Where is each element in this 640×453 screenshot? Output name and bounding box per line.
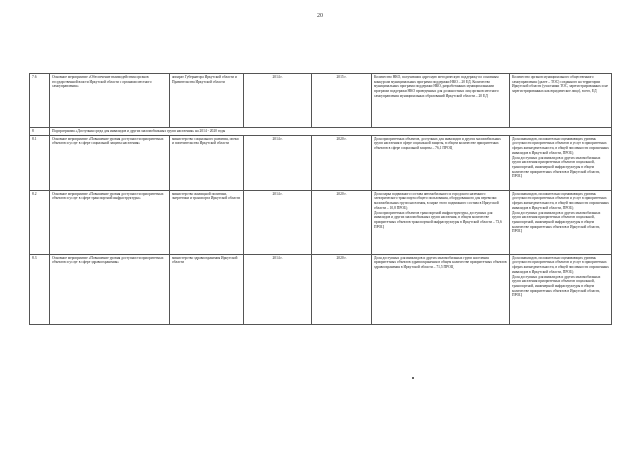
row-number: 7.6	[30, 74, 50, 128]
table-row	[30, 135, 612, 190]
event-cell: Основное мероприятие «Обеспечение взаимодействия органов государственной власти Иркутской области с органами местного самоуправления»	[50, 74, 170, 128]
start-year-cell: 2014 г.	[244, 190, 312, 254]
executor-cell: аппарат Губернатора Иркутской области и Правительства Иркутской области	[170, 74, 244, 128]
end-year-cell: 2020 г.	[312, 190, 372, 254]
table-row-subprogram	[30, 128, 612, 136]
row-number: 8	[30, 128, 50, 136]
table-row	[30, 190, 612, 254]
event-cell: Основное мероприятие «Повышение уровня доступности приоритетных объектов и услуг в сфере здравоохранения»	[50, 254, 170, 324]
start-year-cell: 2014 г.	[244, 135, 312, 190]
table-row	[30, 254, 612, 324]
result-text: Доля парка подвижного состава автомобильного и городского наземного электрического транспорта общего пользования, оборудованного для перевозки маломобильных групп населения, в парке этого подвижного состава в Иркутской области – 10,8 ПРОЦ; Доля приоритетных объектов транспортной инфраструктуры, доступных для инвалидов и других маломобильных групп населения, в общем количестве приоритетных объектов транспортной инфраструктуры в Иркутской области – 73,6 ПРОЦ	[374, 191, 502, 229]
executor-cell: министерство здравоохранения Иркутской области	[170, 254, 244, 324]
indicator-cell	[510, 190, 612, 254]
table-row	[30, 74, 612, 128]
subprogram-title: Подпрограмма «Доступная среда для инвалидов и других маломобильных групп населения» на 2014 - 2020 годы	[50, 128, 612, 136]
end-year-cell: 2020 г.	[312, 135, 372, 190]
indicator-text: Доля инвалидов, положительно оценивающих уровень доступности приоритетных объектов и услуг в приоритетных сферах жизнедеятельности, в общей численности опрошенных инвалидов в Иркутской области, ПРОЦ; Доля доступных для инвалидов и других маломобильных групп населения приоритетных объектов социальной, транспортной, инженерной инфраструктуры в общем количестве приоритетных объектов в Иркутской области, ПРОЦ	[512, 191, 609, 234]
end-year-cell: 2015 г.	[312, 74, 372, 128]
indicator-cell	[510, 254, 612, 324]
row-number: 8.2	[30, 190, 50, 254]
event-cell: Основное мероприятие «Повышение уровня доступности приоритетных объектов и услуг в сфере транспортной инфраструктуры»	[50, 190, 170, 254]
executor-cell: министерство жилищной политики, энергетики и транспорта Иркутской области	[170, 190, 244, 254]
scan-speck	[412, 377, 414, 379]
indicator-cell	[510, 135, 612, 190]
executor-cell: министерство социального развития, опеки и попечительства Иркутской области	[170, 135, 244, 190]
start-year-cell: 2014 г.	[244, 254, 312, 324]
indicator-text: Доля инвалидов, положительно оценивающих уровень доступности приоритетных объектов и услуг в приоритетных сферах жизнедеятельности, в общей численности опрошенных инвалидов в Иркутской области, ПРОЦ; Доля доступных для инвалидов и других маломобильных групп населения приоритетных объектов социальной, транспортной, инженерной инфраструктуры в общем количестве приоритетных объектов в Иркутской области, ПРОЦ	[512, 136, 609, 179]
result-cell: Доля приоритетных объектов, доступных для инвалидов и других маломобильных групп населения в сфере социальной защиты, в общем количестве приоритетных объектов в сфере социальной защиты – 76,1 ПРОЦ	[372, 135, 510, 190]
start-year-cell: 2014 г.	[244, 74, 312, 128]
row-number: 8.3	[30, 254, 50, 324]
event-cell: Основное мероприятие «Повышение уровня доступности приоритетных объектов и услуг в сфере социальной защиты населения»	[50, 135, 170, 190]
end-year-cell: 2020 г.	[312, 254, 372, 324]
indicator-text: Доля инвалидов, положительно оценивающих уровень доступности приоритетных объектов и услуг в приоритетных сферах жизнедеятельности, в общей численности опрошенных инвалидов в Иркутской области, ПРОЦ; Доля доступных для инвалидов и других маломобильных групп населения приоритетных объектов социальной, транспортной, инженерной инфраструктуры в общем количестве приоритетных объектов в Иркутской области, ПРОЦ	[512, 255, 609, 298]
result-cell	[372, 190, 510, 254]
program-table	[29, 73, 612, 325]
row-number: 8.1	[30, 135, 50, 190]
result-cell: Доля доступных для инвалидов и других маломобильных групп населения приоритетных объектов здравоохранения в общем количестве приоритетных объектов здравоохранения в Иркутской области – 71,5 ПРОЦ	[372, 254, 510, 324]
result-cell: Количество НКО, получивших адресную методическую поддержку по основным конкурсам муниципальных программ поддержки НКО – 20 ЕД. Количество муниципальных программ поддержки НКО, разработанных муниципальными программ поддержки НКО проведенных для должностных лиц органов местного самоуправления муниципальных образований Иркутской области – 20 ЕД	[372, 74, 510, 128]
indicator-cell: Количество органов муниципального общественного самоуправления (далее – ТОС) созданного на территории Иркутской области (участники ТОС, зарегистрированных и не зарегистрированных как юридическое лицо), всего, ЕД	[510, 74, 612, 128]
page-number: 20	[317, 13, 323, 19]
